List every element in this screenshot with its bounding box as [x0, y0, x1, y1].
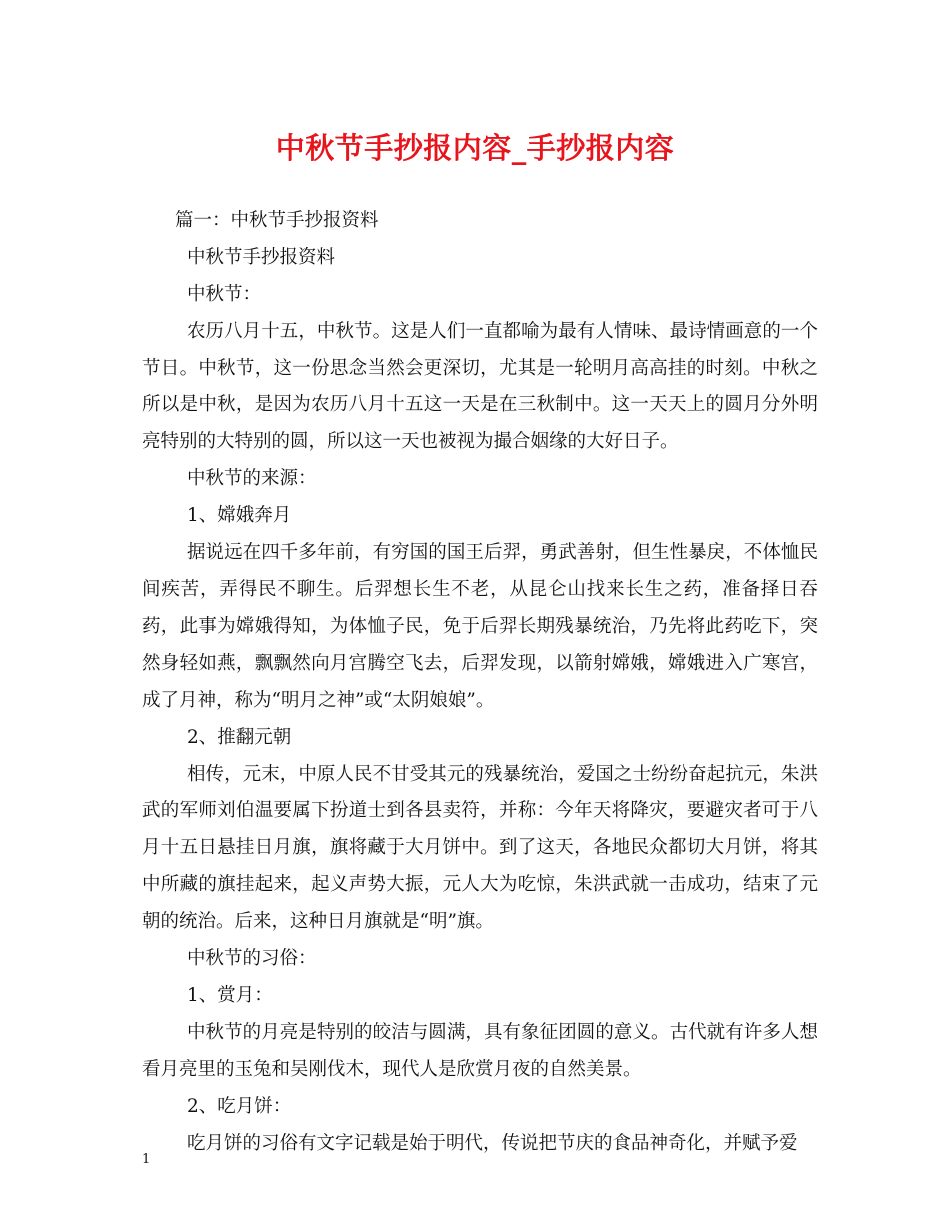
paragraph-item2: 相传，元末，中原人民不甘受其元的残暴统治，爱国之士纷纷奋起抗元，朱洪武的军师刘伯温要属下扮道士到各县卖符，并称：今年天将降灾，要避灾者可于八月十五日悬挂日月旗，旗将藏于大月饼中。到了这天，各地民众都切大月饼，将其中所藏的旗挂起来，起义声势大振，元人大为吃惊，朱洪武就一击成功，结束了元朝的统治。后来，这种日月旗就是“明”旗。: [142, 763, 818, 933]
paragraph-custom2: 吃月饼的习俗有文字记载是始于明代，传说把节庆的食品神奇化，并赋予爱: [187, 1132, 798, 1154]
label-festival: 中秋节：: [187, 283, 262, 305]
section-heading: 篇一：中秋节手抄报资料: [175, 210, 379, 231]
document-title: 中秋节手抄报内容_手抄报内容: [275, 131, 675, 165]
label-customs: 中秋节的习俗：: [187, 948, 317, 970]
document-body: [142, 203, 818, 1162]
page-number: 1: [142, 1152, 151, 1167]
paragraph-item1: 据说远在四千多年前，有穷国的国王后羿，勇武善射，但生性暴戾，不体恤民间疾苦，弄得民不聊生。后羿想长生不老，从昆仑山找来长生之药，准备择日吞药，此事为嫦娥得知，为体恤子民，免于后羿长期残暴统治，乃先将此药吃下，突然身轻如燕，飘飘然向月宫腾空飞去，后羿发现，以箭射嫦娥，嫦娥进入广寒宫，成了月神，称为“明月之神”或“太阴娘娘”。: [142, 542, 818, 711]
item1-title: 1、嫦娥奔月: [187, 505, 292, 527]
label-origin: 中秋节的来源：: [187, 468, 317, 490]
paragraph-intro: 农历八月十五，中秋节。这是人们一直都喻为最有人情味、最诗情画意的一个节日。中秋节，这一份思念当然会更深切，尤其是一轮明月高高挂的时刻。中秋之所以是中秋，是因为农历八月十五这一天是在三秋制中。这一天天上的圆月分外明亮特别的大特别的圆，所以这一天也被视为撮合姻缘的大好日子。: [142, 320, 818, 453]
subheading: 中秋节手抄报资料: [187, 246, 336, 268]
paragraph-custom1: 中秋节的月亮是特别的皎洁与圆满，具有象征团圆的意义。古代就有许多人想看月亮里的玉兔和吴刚伐木，现代人是欣赏月夜的自然美景。: [142, 1021, 818, 1080]
custom1-title: 1、赏月：: [187, 984, 273, 1006]
custom2-title: 2、吃月饼：: [187, 1095, 292, 1117]
item2-title: 2、推翻元朝: [187, 726, 292, 748]
